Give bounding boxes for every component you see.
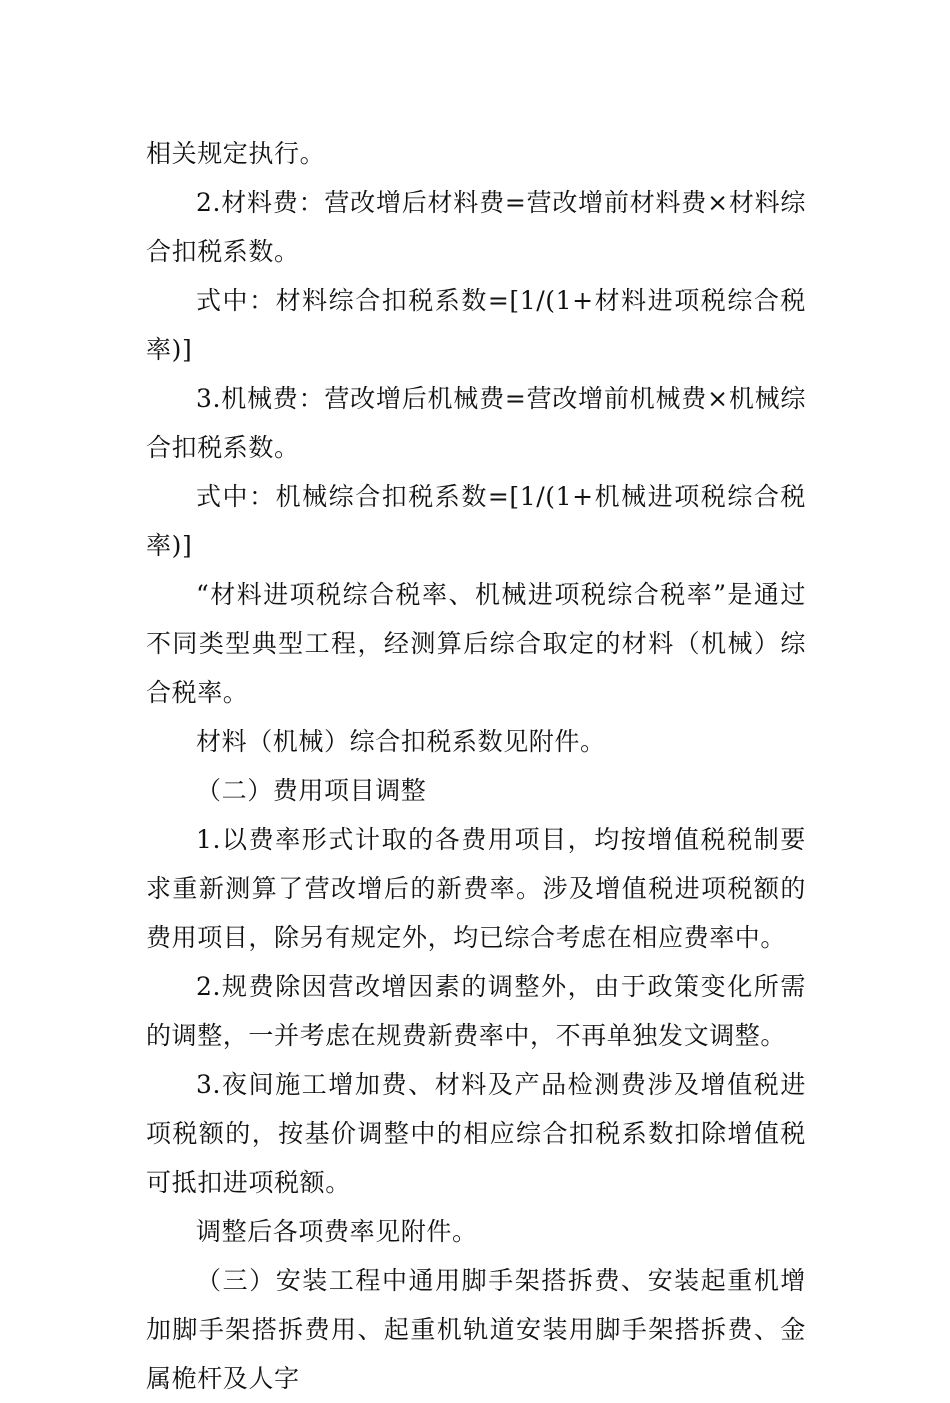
paragraph-tax-rate-definition: “材料进项税综合税率、机械进项税综合税率”是通过不同类型典型工程，经测算后综合取定的材料（机械）综合税率。	[146, 580, 806, 707]
paragraph-material-formula: 式中：材料综合扣税系数=[1/(1+材料进项税综合税率)]	[146, 286, 806, 364]
section-heading-fee-adjustment: （二）费用项目调整	[196, 776, 427, 805]
paragraph-scaffolding: （三）安装工程中通用脚手架搭拆费、安装起重机增加脚手架搭拆费用、起重机轨道安装用脚手架搭拆费、金属桅杆及人字	[146, 1266, 806, 1393]
paragraph-night-construction: 3.夜间施工增加费、材料及产品检测费涉及增值税进项税额的，按基价调整中的相应综合扣税系数扣除增值税可抵扣进项税额。	[146, 1070, 806, 1197]
paragraph-material-cost: 2.材料费：营改增后材料费=营改增前材料费×材料综合扣税系数。	[146, 188, 806, 266]
paragraph-machinery-cost: 3.机械费：营改增后机械费=营改增前机械费×机械综合扣税系数。	[146, 384, 806, 462]
paragraph-coefficient-annex: 材料（机械）综合扣税系数见附件。	[196, 727, 606, 756]
paragraph-continuation: 相关规定执行。	[146, 139, 326, 168]
paragraph-fee-rate-items: 1.以费率形式计取的各费用项目，均按增值税税制要求重新测算了营改增后的新费率。涉及增值税进项税额的费用项目，除另有规定外，均已综合考虑在相应费率中。	[146, 825, 806, 952]
paragraph-rates-annex: 调整后各项费率见附件。	[196, 1217, 478, 1246]
paragraph-statutory-fees: 2.规费除因营改增因素的调整外，由于政策变化所需的调整，一并考虑在规费新费率中，不再单独发文调整。	[146, 972, 806, 1050]
paragraph-machinery-formula: 式中：机械综合扣税系数=[1/(1+机械进项税综合税率)]	[146, 482, 806, 560]
document-body	[146, 129, 806, 1403]
